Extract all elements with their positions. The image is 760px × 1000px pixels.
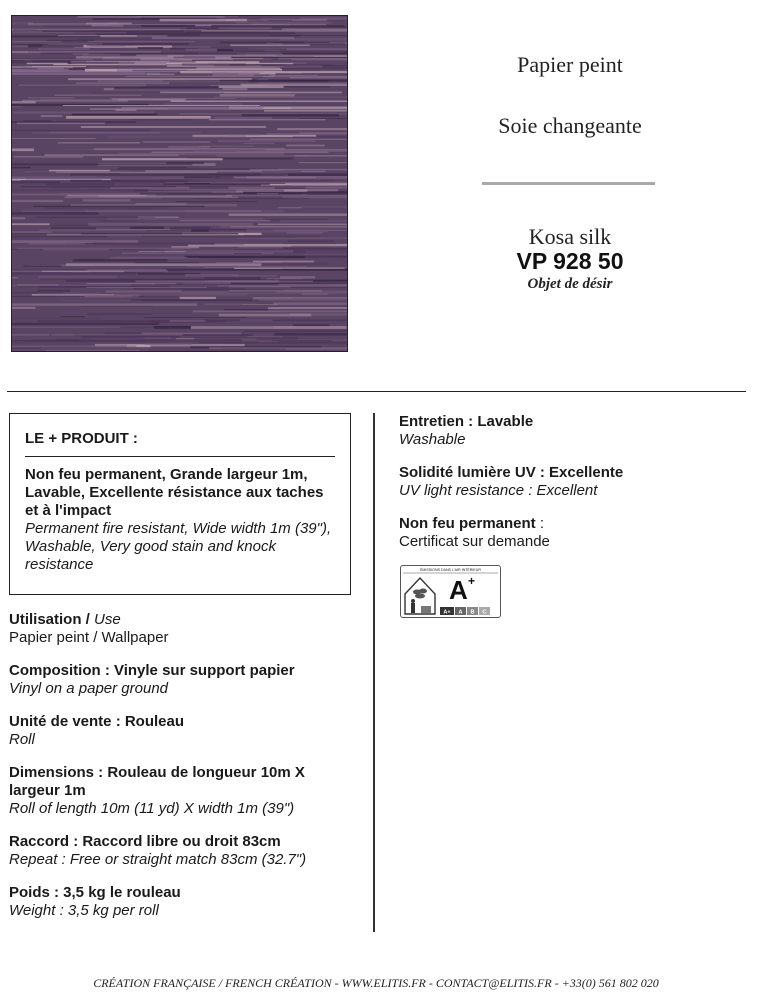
spec-dimensions-fr: Dimensions : Rouleau de longueur 10m X largeur 1m	[9, 764, 305, 799]
spec-composition	[9, 662, 359, 698]
care-uv	[399, 464, 739, 500]
product-subtitle: Objet de désir	[527, 276, 613, 292]
house-icon	[405, 578, 435, 614]
section-divider	[7, 391, 746, 392]
spec-poids-en: Weight : 3,5 kg per roll	[9, 902, 159, 919]
emission-label-title: ÉMISSIONS DANS L'AIR INTÉRIEUR	[420, 568, 481, 572]
care-entretien	[399, 413, 739, 449]
care-entretien-fr: Entretien : Lavable	[399, 413, 534, 430]
care-column	[399, 413, 739, 566]
spec-utilisation-value: Papier peint / Wallpaper	[9, 629, 169, 646]
spec-composition-fr: Composition : Vinyle sur support papier	[9, 662, 295, 679]
highlights-heading: LE + PRODUIT :	[25, 430, 335, 457]
spec-composition-en: Vinyl on a paper ground	[9, 680, 169, 697]
product-name: Kosa silk	[528, 224, 612, 249]
emission-grade-sup: +	[468, 574, 476, 588]
emission-scale-label: B	[470, 609, 475, 616]
spec-dimensions	[9, 764, 359, 818]
spec-unite-fr: Unité de vente : Rouleau	[9, 713, 185, 730]
spec-unite-en: Roll	[9, 731, 35, 748]
spec-poids-fr: Poids : 3,5 kg le rouleau	[9, 884, 181, 901]
indoor-air-emission-label	[400, 565, 501, 618]
care-fire	[399, 515, 739, 551]
highlights-en: Permanent fire resistant, Wide width 1m (39"), Washable, Very good stain and knock resistance	[25, 520, 332, 573]
care-fire-label: Non feu permanent	[399, 515, 536, 532]
specs-column	[9, 611, 359, 935]
care-fire-value: Certificat sur demande	[399, 533, 550, 550]
collection-name: Soie changeante	[498, 113, 642, 138]
care-uv-en: UV light resistance : Excellent	[399, 482, 598, 499]
footer-contact: CRÉATION FRANÇAISE / FRENCH CRÉATION - WWW.ELITIS.FR - CONTACT@ELITIS.FR - +33(0) 561 802 020	[93, 976, 659, 990]
emission-grade: A	[449, 575, 468, 605]
spec-poids	[9, 884, 359, 920]
care-entretien-en: Washable	[399, 431, 466, 448]
spec-dimensions-en: Roll of length 10m (11 yd) X width 1m (39")	[9, 800, 295, 817]
product-swatch-image	[11, 15, 348, 352]
product-category: Papier peint	[517, 52, 623, 77]
highlights-fr: Non feu permanent, Grande largeur 1m, Lavable, Excellente résistance aux taches et à l'impact	[25, 466, 324, 519]
spec-unite	[9, 713, 359, 749]
spec-utilisation-label-en: Use	[94, 611, 121, 628]
column-divider	[373, 413, 375, 932]
product-reference: VP 928 50	[516, 248, 624, 274]
care-fire-sep: :	[535, 515, 545, 532]
emission-scale-label: A	[458, 609, 463, 616]
emission-scale-label: A+	[443, 609, 451, 616]
spec-raccord-fr: Raccord : Raccord libre ou droit 83cm	[9, 833, 281, 850]
spec-utilisation-label: Utilisation /	[9, 611, 95, 628]
care-uv-fr: Solidité lumière UV : Excellente	[399, 464, 624, 481]
spec-raccord-en: Repeat : Free or straight match 83cm (32.7")	[9, 851, 307, 868]
title-divider	[482, 182, 655, 185]
product-highlights-box	[9, 413, 351, 595]
spec-raccord	[9, 833, 359, 869]
spec-utilisation	[9, 611, 359, 647]
emission-scale	[440, 607, 490, 616]
emission-scale-label: C	[482, 609, 487, 616]
